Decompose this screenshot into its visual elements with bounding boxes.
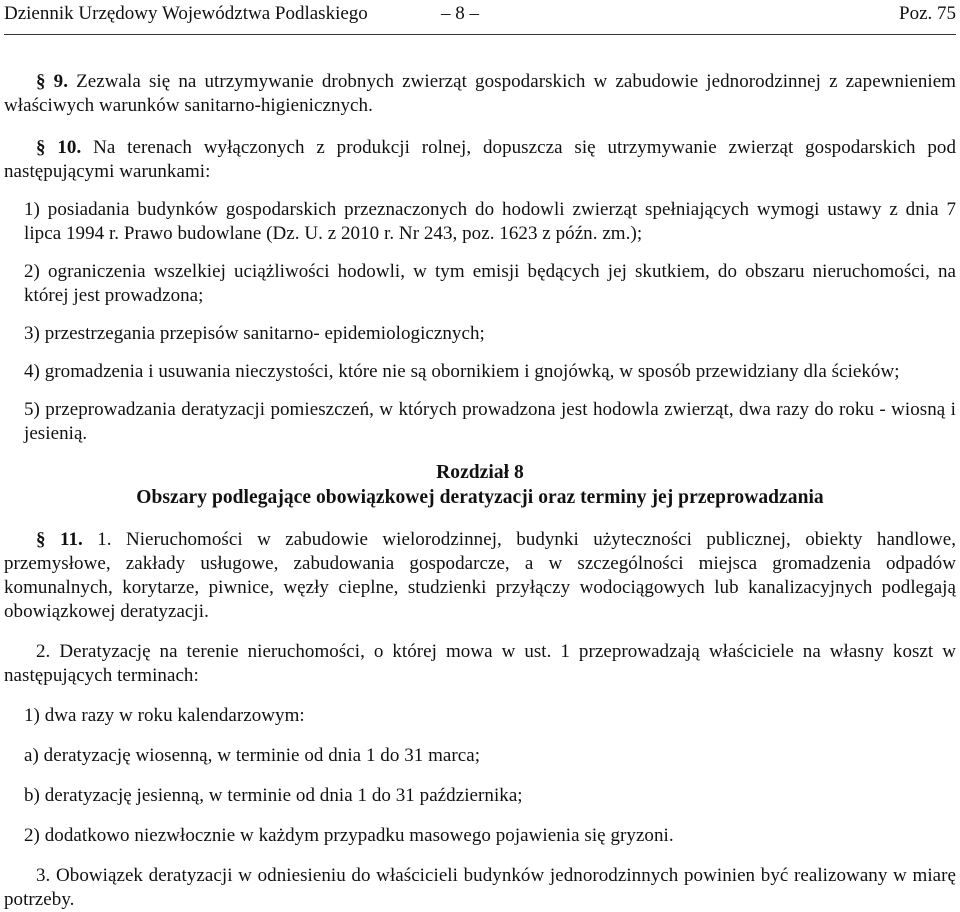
chapter-title: Obszary podlegające obowiązkowej deratyzacji oraz terminy jej przeprowadzania [136,487,824,508]
section-number: § 10. [36,137,82,158]
section-number: § 11. [36,529,83,550]
chapter-label: Rozdział 8 [436,462,524,483]
position-number: Poz. 75 [899,3,956,24]
section-11 [4,528,956,624]
page-number: – 8 – [441,3,479,24]
section-text: Na terenach wyłączonych z produkcji rolnej, dopuszcza się utrzymywanie zwierząt gospodarskich pod następującymi warunkami: [4,137,956,182]
list-item: 5) przeprowadzania deratyzacji pomieszczeń, w których prowadzona jest hodowla zwierząt, dwa razy do roku - wiosną i jesienią. [24,399,956,444]
list-item: b) deratyzację jesienną, w terminie od dnia 1 do 31 października; [24,785,523,806]
document-body [4,70,956,912]
section-9 [4,70,956,118]
list-item: 1) posiadania budynków gospodarskich przeznaczonych do hodowli zwierząt spełniających wymogi ustawy z dnia 7 lipca 1994 r. Prawo budowlane (Dz. U. z 2010 r. Nr 243, poz. 1623 z późn. zm.); [24,199,956,244]
document-page [4,0,956,912]
journal-title: Dziennik Urzędowy Województwa Podlaskiego [4,3,368,24]
list-item: 3) przestrzegania przepisów sanitarno- epidemiologicznych; [24,323,485,344]
section-number: § 9. [36,71,69,92]
section-text: Zezwala się na utrzymywanie drobnych zwierząt gospodarskich w zabudowie jednorodzinnej z zapewnieniem właściwych warunków sanitarno-higienicznych. [4,71,957,116]
paragraph-1: 1. Nieruchomości w zabudowie wielorodzinnej, budynki użyteczności publicznej, obiekty handlowe, przemysłowe, zakłady usługowe, zabudowania gospodarcze, a w szczególności miejsca gromadzenia odpadów komunalnych, korytarze, piwnice, węzły cieplne, studzienki przyłączy wodociągowych lub kanalizacyjnych podlegają obowiązkowej deratyzacji. [4,529,956,622]
list-item: a) deratyzację wiosenną, w terminie od dnia 1 do 31 marca; [24,745,481,766]
page-header [4,0,956,35]
paragraph-3: 3. Obowiązek deratyzacji w odniesieniu do właścicieli budynków jednorodzinnych powinien być realizowany w miarę potrzeby. [4,865,956,910]
paragraph-2: 2. Deratyzację na terenie nieruchomości, o której mowa w ust. 1 przeprowadzają właściciele na własny koszt w następujących terminach: [4,641,956,686]
list-item: 2) dodatkowo niezwłocznie w każdym przypadku masowego pojawienia się gryzoni. [24,825,674,846]
list-item: 4) gromadzenia i usuwania nieczystości, które nie są obornikiem i gnojówką, w sposób przewidziany dla ścieków; [24,361,900,382]
section-10 [4,136,956,184]
list-item: 1) dwa razy w roku kalendarzowym: [24,705,305,726]
list-item: 2) ograniczenia wszelkiej uciążliwości hodowli, w tym emisji będących jej skutkiem, do obszaru nieruchomości, na której jest prowadzona; [24,261,956,306]
